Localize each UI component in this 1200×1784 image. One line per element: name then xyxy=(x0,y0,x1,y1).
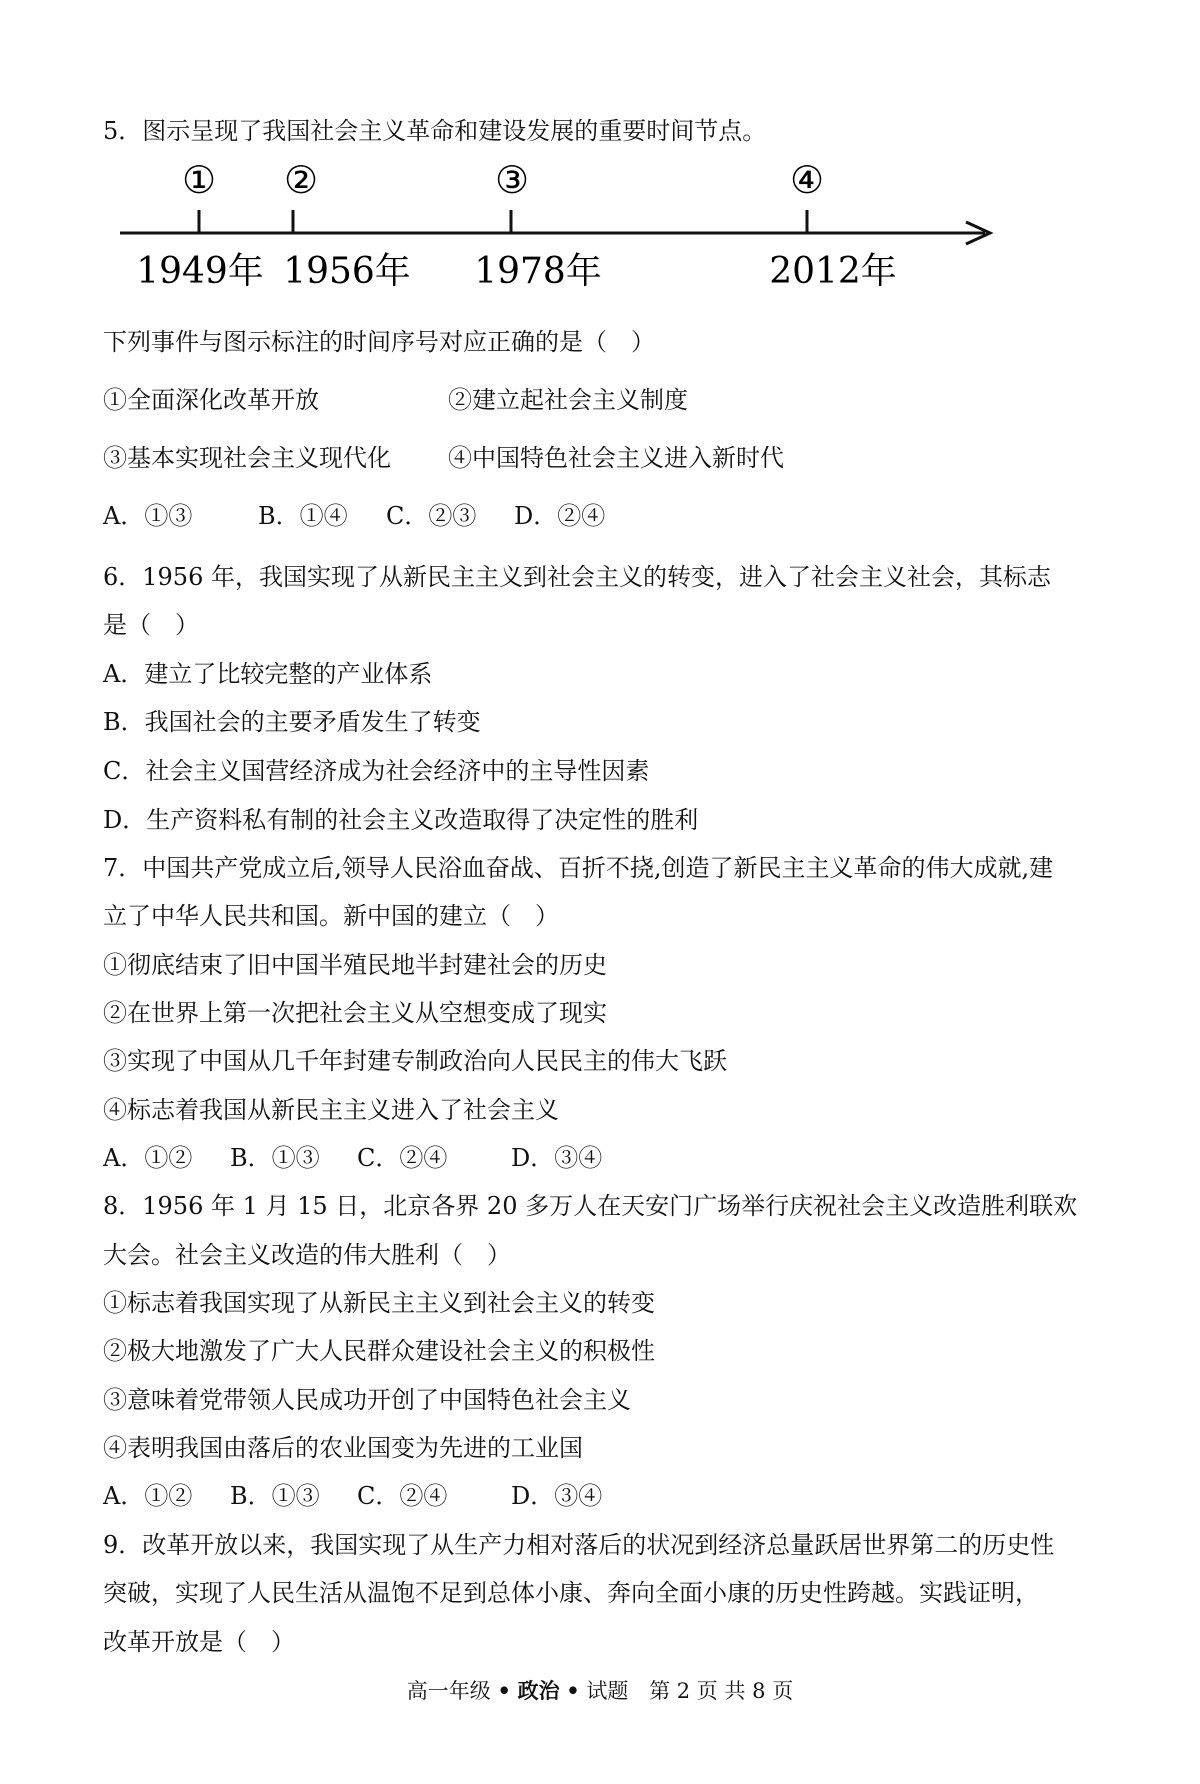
q9-stem-line-2: 突破，实现了人民生活从温饱不足到总体小康、奔向全面小康的历史性跨越。实践证明， xyxy=(103,1579,1039,1607)
timeline-mark-4: ④ xyxy=(789,160,825,202)
q7-option-b: B．①③ xyxy=(230,1144,320,1172)
q8-option-a: A．①② xyxy=(103,1482,193,1510)
q7-item-1: ①彻底结束了旧中国半殖民地半封建社会的历史 xyxy=(103,951,607,979)
timeline-mark-3: ③ xyxy=(494,160,530,202)
q5-option-a: A．①③ xyxy=(103,502,193,530)
timeline-year-3: 1978年 xyxy=(474,251,602,292)
q6-option-a: A．建立了比较完整的产业体系 xyxy=(103,660,433,688)
q8-item-1: ①标志着我国实现了从新民主主义到社会主义的转变 xyxy=(103,1289,655,1317)
q8-item-4: ④表明我国由落后的农业国变为先进的工业国 xyxy=(103,1434,583,1462)
footer-grade: 高一年级 xyxy=(406,1679,491,1703)
timeline-mark-1: ① xyxy=(181,160,217,202)
timeline-mark-2: ② xyxy=(283,160,319,202)
q8-options xyxy=(103,1481,602,1511)
q8-stem-line-1: 8．1956 年 1 月 15 日，北京各界 20 多万人在天安门广场举行庆祝社会主义改造胜利联欢 xyxy=(103,1192,1078,1220)
q6-option-d: D．生产资料私有制的社会主义改造取得了决定性的胜利 xyxy=(103,806,699,834)
q7-item-2: ②在世界上第一次把社会主义从空想变成了现实 xyxy=(103,999,607,1027)
q9-stem-line-3: 改革开放是（ ） xyxy=(103,1628,295,1656)
q5-stem: 5．图示呈现了我国社会主义革命和建设发展的重要时间节点。 xyxy=(103,117,767,145)
q7-item-4: ④标志着我国从新民主主义进入了社会主义 xyxy=(103,1096,559,1124)
page-footer xyxy=(0,1677,1200,1705)
q5-option-b: B．①④ xyxy=(258,502,348,530)
q8-item-3: ③意味着党带领人民成功开创了中国特色社会主义 xyxy=(103,1386,631,1414)
q8-option-c: C．②④ xyxy=(357,1482,448,1510)
q7-options xyxy=(103,1143,602,1173)
q5-items-row-2 xyxy=(103,443,784,473)
footer-subject: 政治 xyxy=(517,1678,560,1703)
q5-option-d: D．②④ xyxy=(514,502,606,530)
q9-stem-line-1: 9．改革开放以来，我国实现了从生产力相对落后的状况到经济总量跃居世界第二的历史性 xyxy=(103,1531,1055,1559)
q8-option-d: D．③④ xyxy=(511,1482,603,1510)
q7-item-3: ③实现了中国从几千年封建专制政治向人民民主的伟大飞跃 xyxy=(103,1047,727,1075)
q7-stem-line-2: 立了中华人民共和国。新中国的建立（ ） xyxy=(103,902,559,930)
q5-item-3: ③基本实现社会主义现代化 xyxy=(103,444,391,472)
q6-stem-line-2: 是（ ） xyxy=(103,611,199,639)
q5-items-row-1 xyxy=(103,385,688,415)
q8-option-b: B．①③ xyxy=(230,1482,320,1510)
q7-option-a: A．①② xyxy=(103,1144,193,1172)
timeline-year-4: 2012年 xyxy=(769,251,897,292)
q8-stem-line-2: 大会。社会主义改造的伟大胜利（ ） xyxy=(103,1241,511,1269)
q6-stem-line-1: 6．1956 年，我国实现了从新民主主义到社会主义的转变，进入了社会主义社会，其标志 xyxy=(103,563,1051,591)
q5-timeline xyxy=(0,160,1200,310)
q5-item-2: ②建立起社会主义制度 xyxy=(448,386,688,414)
q7-option-c: C．②④ xyxy=(357,1144,448,1172)
q8-item-2: ②极大地激发了广大人民群众建设社会主义的积极性 xyxy=(103,1337,655,1365)
q6-option-b: B．我国社会的主要矛盾发生了转变 xyxy=(103,708,481,736)
q6-option-c: C．社会主义国营经济成为社会经济中的主导性因素 xyxy=(103,757,650,785)
q5-item-1: ①全面深化改革开放 xyxy=(103,386,319,414)
footer-page-info: 第 2 页 共 8 页 xyxy=(649,1679,794,1703)
q7-option-d: D．③④ xyxy=(511,1144,603,1172)
timeline-year-2: 1956年 xyxy=(283,251,411,292)
footer-dot-2: • xyxy=(566,1678,580,1703)
q5-item-4: ④中国特色社会主义进入新时代 xyxy=(448,444,784,472)
footer-dot-1: • xyxy=(497,1678,511,1703)
timeline-year-1: 1949年 xyxy=(136,251,264,292)
q5-option-c: C．②③ xyxy=(386,502,477,530)
footer-type: 试题 xyxy=(586,1679,629,1703)
q7-stem-line-1: 7．中国共产党成立后,领导人民浴血奋战、百折不挠,创造了新民主主义革命的伟大成就,建 xyxy=(103,854,1054,882)
q5-question: 下列事件与图示标注的时间序号对应正确的是（ ） xyxy=(103,328,655,356)
q5-options xyxy=(103,501,605,531)
